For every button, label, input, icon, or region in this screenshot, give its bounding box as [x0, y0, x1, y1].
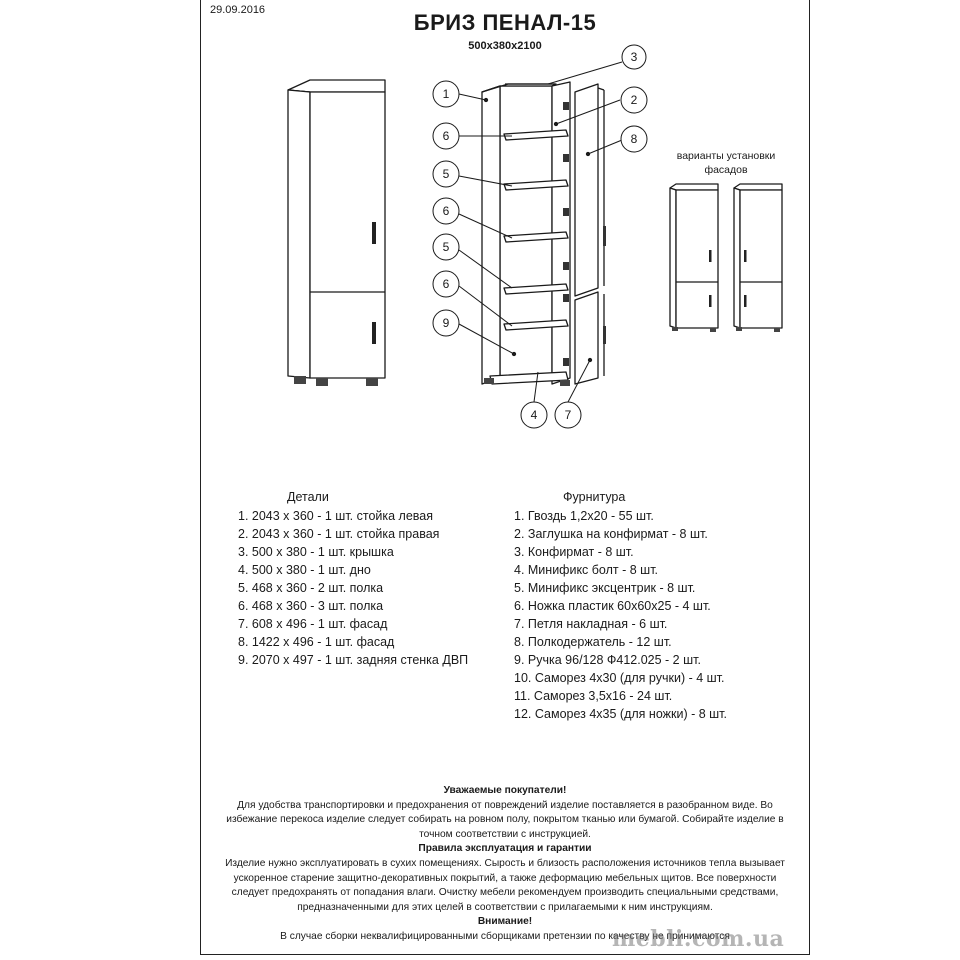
notice-paragraph-line: избежание перекоса изделие следует собирать на ровном полу, покрытом тканью или бумагой. Собирайте изделие в — [226, 814, 784, 826]
callout-9: 9 — [442, 316, 450, 330]
facade-variant-2-illustration — [734, 184, 782, 332]
callout-6-lower: 6 — [442, 277, 450, 291]
hardware-list-item: 4. Минификс болт - 8 шт. — [514, 563, 659, 577]
notice-paragraph-line: следует предохранять от попадания влаги. Очистку мебели рекомендуем производить специальными средствами, — [231, 887, 779, 899]
parts-list-item: 2. 2043 х 360 - 1 шт. стойка правая — [238, 527, 440, 541]
callout-2: 2 — [630, 93, 638, 107]
product-dimensions: 500x380x2100 — [468, 40, 542, 52]
hardware-heading: Фурнитура — [563, 490, 626, 504]
site-watermark: mebli.com.ua — [612, 926, 785, 952]
parts-list — [238, 507, 468, 669]
parts-list-item: 3. 500 х 380 - 1 шт. крышка — [238, 545, 394, 559]
facade-variant-1-illustration — [670, 184, 718, 332]
exploded-cabinet-illustration — [482, 82, 606, 386]
parts-heading: Детали — [287, 490, 329, 504]
hardware-list-item: 10. Саморез 4х30 (для ручки) - 4 шт. — [514, 671, 725, 685]
document-date: 29.09.2016 — [210, 4, 266, 16]
parts-list-item: 7. 608 х 496 - 1 шт. фасад — [238, 617, 388, 631]
notice-paragraph-line: В случае сборки неквалифицированными сборщиками претензии по качеству не принимаются — [280, 930, 730, 942]
callout-6-middle: 6 — [442, 204, 450, 218]
hardware-list-item: 12. Саморез 4х35 (для ножки) - 8 шт. — [514, 707, 727, 721]
customer-notice — [205, 784, 805, 945]
notice-paragraph-line: Для удобства транспортировки и предохранения от повреждений изделие поставляется в разобранном виде. Во — [237, 799, 773, 811]
hardware-list-item: 8. Полкодержатель - 12 шт. — [514, 635, 672, 649]
hardware-list-item: 9. Ручка 96/128 Ф412.025 - 2 шт. — [514, 653, 701, 667]
parts-list-item: 5. 468 х 360 - 2 шт. полка — [238, 581, 384, 595]
hardware-list — [514, 507, 727, 723]
hardware-list-item: 11. Саморез 3,5х16 - 24 шт. — [514, 689, 673, 703]
parts-list-item: 4. 500 х 380 - 1 шт. дно — [238, 563, 371, 577]
callout-3: 3 — [630, 50, 638, 64]
callout-8: 8 — [630, 132, 638, 146]
notice-heading-attention: Внимание! — [477, 916, 533, 928]
callout-6-upper: 6 — [442, 129, 450, 143]
hardware-list-item: 7. Петля накладная - 6 шт. — [514, 617, 668, 631]
callout-5-upper: 5 — [442, 167, 450, 181]
callout-7: 7 — [564, 408, 572, 422]
parts-list-item: 6. 468 х 360 - 3 шт. полка — [238, 599, 384, 613]
document-title: БРИЗ ПЕНАЛ-15 — [413, 10, 597, 35]
callout-5-lower: 5 — [442, 240, 450, 254]
callout-1: 1 — [442, 87, 450, 101]
hardware-list-item: 5. Минификс эксцентрик - 8 шт. — [514, 581, 696, 595]
notice-paragraph-line: Изделие нужно эксплуатировать в сухих помещениях. Сырость и близость расположения источников тепла вызывает — [225, 857, 785, 869]
notice-paragraph-line: предназначенными для этих целей в соответствии с прилагаемыми к ним инструкциям. — [297, 901, 713, 913]
hardware-list-item: 2. Заглушка на конфирмат - 8 шт. — [514, 527, 708, 541]
hardware-list-item: 6. Ножка пластик 60х60х25 - 4 шт. — [514, 599, 711, 613]
notice-paragraph-line: ускоренное старение защитно-декоративных покрытий, а также деформацию мебельных щитов. Все поверхности — [233, 872, 777, 884]
notice-heading-customers: Уважаемые покупатели! — [443, 785, 567, 796]
parts-list-item: 8. 1422 х 496 - 1 шт. фасад — [238, 635, 395, 649]
facade-variants-caption: варианты установки фасадов — [676, 150, 776, 176]
hardware-list-item: 3. Конфирмат - 8 шт. — [514, 545, 634, 559]
notice-paragraph-line: точном соответствии с инструкцией. — [419, 828, 591, 840]
parts-list-item: 1. 2043 х 360 - 1 шт. стойка левая — [238, 509, 434, 523]
hardware-list-item: 1. Гвоздь 1,2х20 - 55 шт. — [514, 509, 654, 523]
parts-list-item: 9. 2070 х 497 - 1 шт. задняя стенка ДВП — [238, 653, 469, 667]
callout-4: 4 — [530, 408, 538, 422]
assembled-cabinet-illustration — [288, 80, 385, 386]
notice-heading-rules: Правила эксплуатация и гарантии — [418, 843, 592, 855]
